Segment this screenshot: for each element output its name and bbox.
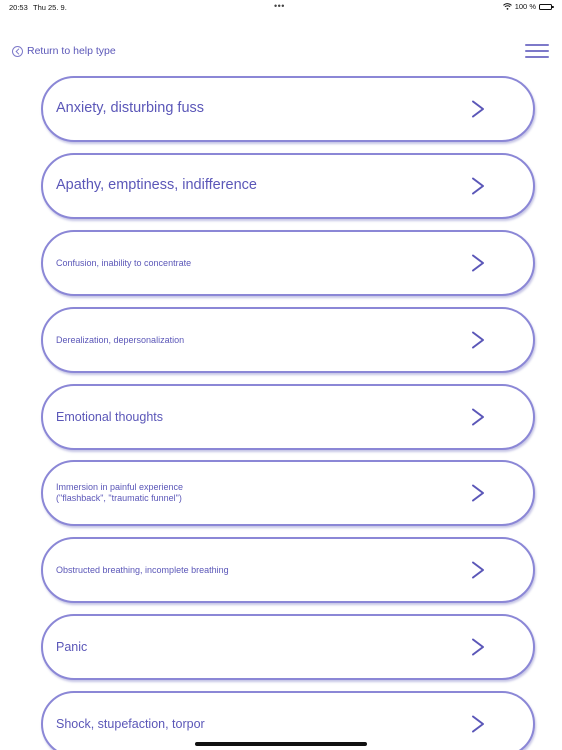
chevron-right-icon <box>471 484 485 502</box>
wifi-icon <box>503 3 512 10</box>
multitasking-dots-icon[interactable]: ••• <box>274 1 285 11</box>
symptom-item[interactable] <box>41 460 535 526</box>
status-indicators <box>503 2 552 11</box>
symptom-label: Apathy, emptiness, indifference <box>56 177 257 194</box>
chevron-right-icon <box>471 177 485 195</box>
status-time: 20:53 <box>9 3 28 12</box>
status-date: Thu 25. 9. <box>33 3 67 12</box>
chevron-right-icon <box>471 331 485 349</box>
hamburger-menu-icon[interactable] <box>525 43 549 59</box>
symptom-item[interactable] <box>41 230 535 296</box>
symptom-item[interactable] <box>41 153 535 219</box>
home-indicator[interactable] <box>195 742 367 746</box>
symptom-label: Shock, stupefaction, torpor <box>56 716 205 731</box>
chevron-right-icon <box>471 715 485 733</box>
chevron-right-icon <box>471 408 485 426</box>
chevron-left-circle-icon <box>12 46 23 57</box>
symptom-label: Confusion, inability to concentrate <box>56 257 192 268</box>
symptom-label: Emotional thoughts <box>56 409 164 424</box>
battery-percentage: 100 % <box>514 2 536 11</box>
chevron-right-icon <box>471 254 485 272</box>
chevron-right-icon <box>471 561 485 579</box>
symptom-item[interactable] <box>41 384 535 450</box>
symptom-item[interactable] <box>41 307 535 373</box>
symptom-item[interactable] <box>41 76 535 142</box>
symptom-label: Immersion in painful experience ("flashback", "traumatic funnel") <box>56 482 184 503</box>
status-bar <box>0 0 562 14</box>
symptom-label: Derealization, depersonalization <box>56 334 185 345</box>
chevron-right-icon <box>471 638 485 656</box>
chevron-right-icon <box>471 100 485 118</box>
return-to-help-type-button[interactable] <box>12 45 116 57</box>
back-label: Return to help type <box>27 45 116 57</box>
symptom-label: Obstructed breathing, incomplete breathing <box>56 564 229 575</box>
symptom-label: Anxiety, disturbing fuss <box>56 100 205 117</box>
symptom-item[interactable] <box>41 537 535 603</box>
battery-icon <box>539 4 552 10</box>
symptom-item[interactable] <box>41 614 535 680</box>
symptom-label: Panic <box>56 639 88 654</box>
